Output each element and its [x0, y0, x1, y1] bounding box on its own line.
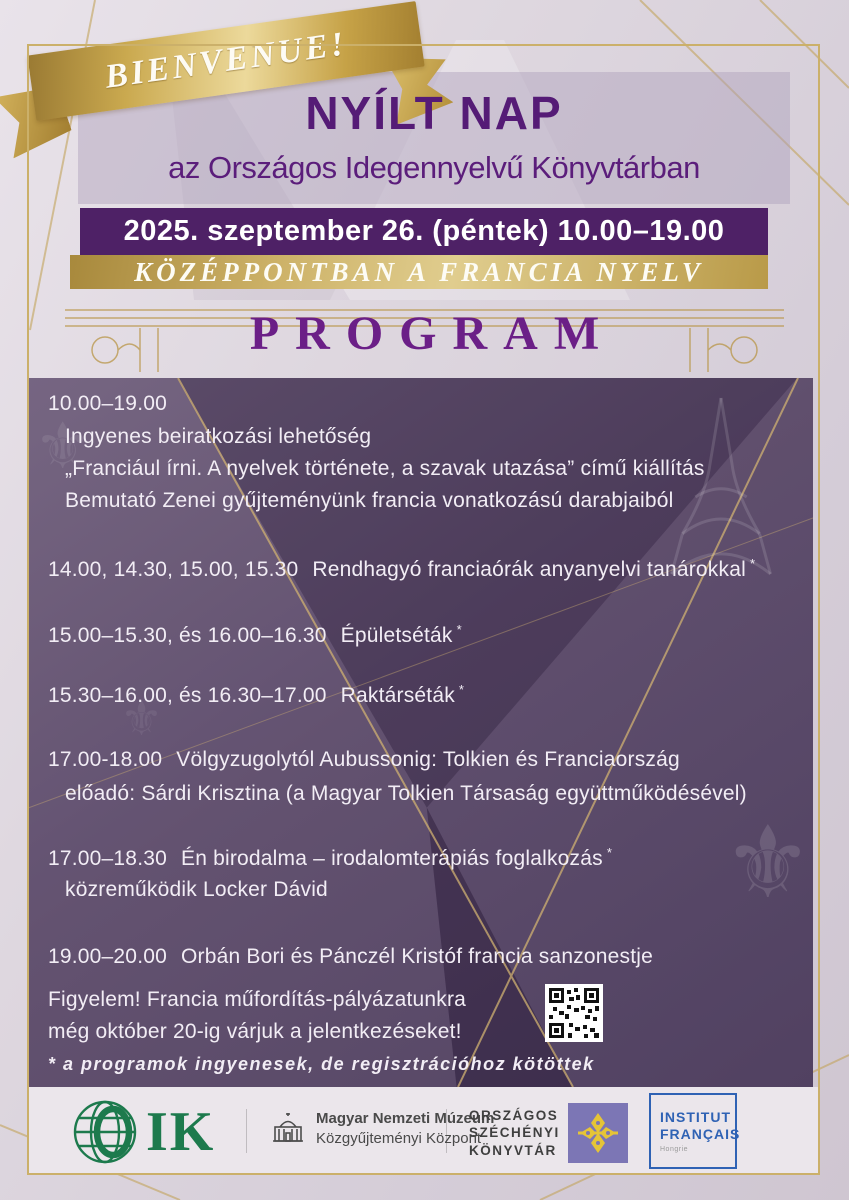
schedule-line: közreműködik Locker Dávid [65, 878, 328, 901]
if-line3: Hongrie [660, 1145, 689, 1153]
oik-logo [72, 1099, 215, 1165]
asterisk-note: * [749, 556, 756, 571]
mnm-text [316, 1109, 494, 1150]
footnote: * a programok ingyenesek, de regisztrációhoz kötöttek [48, 1054, 595, 1074]
schedule-title: Rendhagyó franciaórák anyanyelvi tanárokkal [312, 558, 746, 581]
ribbon-text: BIENVENUE! [102, 25, 350, 96]
fleur-de-lis-icon: ⚜ [723, 807, 813, 919]
schedule-row [48, 556, 755, 582]
oszk-text [469, 1107, 560, 1160]
mnm-line1: Magyar Nemzeti Múzeum [316, 1110, 495, 1127]
asterisk-note: * [458, 682, 465, 697]
oik-letters: IK [146, 1101, 216, 1163]
focus-bar: KÖZÉPPONTBAN A FRANCIA NYELV [70, 255, 768, 289]
schedule-time: 10.00–19.00 [48, 392, 167, 415]
if-line1: INSTITUT [660, 1109, 731, 1126]
schedule-row [48, 748, 680, 772]
schedule-row [48, 945, 653, 969]
if-line2: FRANÇAIS [660, 1125, 741, 1142]
notice-line: még október 20-ig várjuk a jelentkezéseket! [48, 1020, 462, 1043]
institut-francais-logo [649, 1093, 741, 1169]
oszk-emblem-icon [568, 1103, 628, 1163]
program-heading: PROGRAM [249, 307, 616, 360]
oszk-logo [469, 1103, 628, 1163]
schedule-time: 17.00–18.30 [48, 847, 167, 870]
schedule-row [48, 622, 462, 648]
schedule-line: előadó: Sárdi Krisztina (a Magyar Tolkien Társaság együttműködésével) [65, 782, 747, 805]
oszk-line3: KÖNYVTÁR [469, 1142, 557, 1158]
schedule-line: Bemutató Zenei gyűjteményünk francia vonatkozású darabjaiból [65, 489, 674, 512]
program-panel [28, 378, 813, 1087]
oszk-line2: SZÉCHÉNYI [469, 1125, 560, 1141]
mnm-line2: Közgyűjteményi Központ [316, 1130, 482, 1148]
date-bar: 2025. szeptember 26. (péntek) 10.00–19.00 [80, 208, 768, 255]
schedule-title: Raktárséták [340, 684, 455, 707]
asterisk-note: * [456, 622, 462, 637]
schedule-time: 15.00–15.30, és 16.00–16.30 [48, 624, 327, 647]
schedule-line: Ingyenes beiratkozási lehetőség [65, 425, 372, 448]
schedule-title: Én birodalma – irodalomterápiás foglalkozás [180, 847, 603, 870]
asterisk-note: * [606, 845, 613, 860]
fleur-de-lis-icon: ⚜ [120, 693, 164, 746]
schedule-row [48, 682, 464, 708]
schedule-row [48, 845, 612, 871]
footer-divider [246, 1109, 247, 1153]
schedule-line: „Franciául írni. A nyelvek története, a szavak utazása” című kiállítás [65, 457, 705, 480]
schedule-time: 14.00, 14.30, 15.00, 15.30 [48, 558, 299, 581]
museum-building-icon [270, 1111, 306, 1147]
poster-subtitle: az Országos Idegennyelvű Könyvtárban [168, 150, 700, 185]
poster-title: NYÍLT NAP [305, 87, 563, 139]
schedule-title: Orbán Bori és Pánczél Kristóf francia sanzonestje [180, 945, 654, 968]
globe-icon [72, 1099, 144, 1165]
schedule-time: 19.00–20.00 [48, 945, 167, 968]
schedule-title: Épületséták [340, 624, 453, 647]
fleur-de-lis-icon: ⚜ [34, 410, 92, 482]
schedule-time: 15.30–16.00, és 16.30–17.00 [48, 684, 327, 707]
footer-logos [27, 1087, 820, 1175]
oszk-line1: ORSZÁGOS [469, 1107, 559, 1123]
mnm-logo [270, 1109, 494, 1150]
schedule-time: 17.00-18.00 [48, 748, 163, 771]
notice-line: Figyelem! Francia műfordítás-pályázatunkra [48, 988, 467, 1011]
schedule-title: Völgyzugolytól Aubussonig: Tolkien és Franciaország [176, 748, 680, 771]
qr-code [545, 984, 603, 1042]
